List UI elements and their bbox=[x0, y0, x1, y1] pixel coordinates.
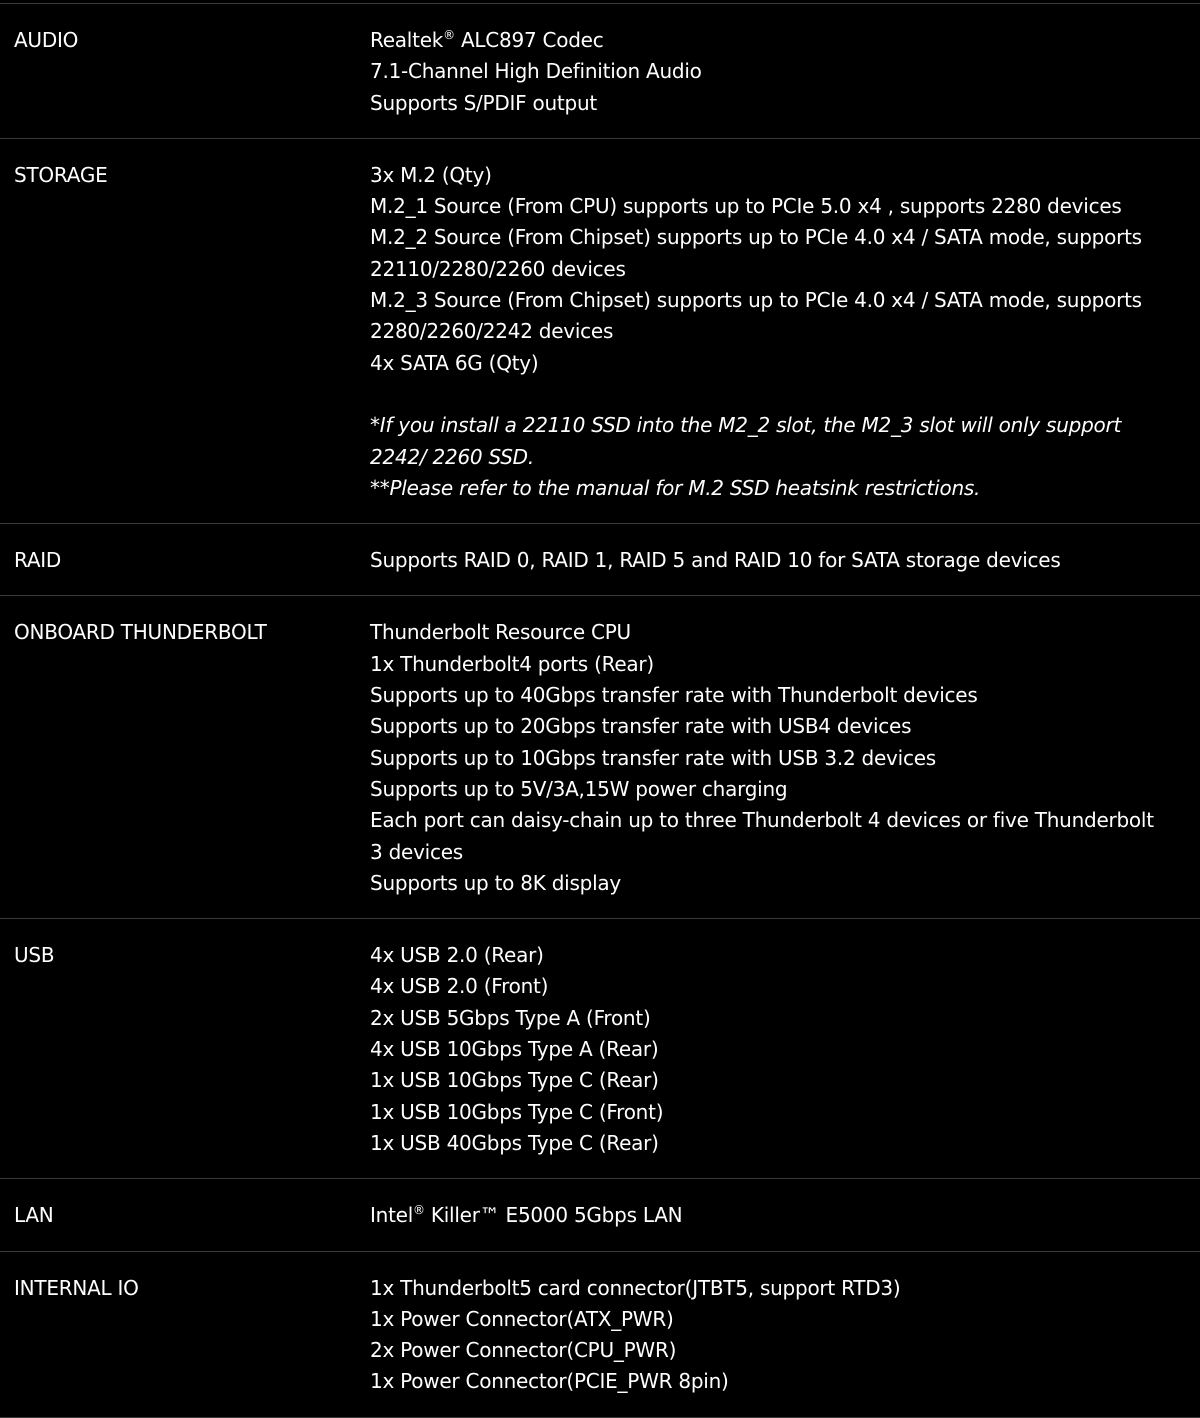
spec-value-thunderbolt bbox=[370, 617, 1170, 899]
spacer bbox=[370, 379, 1170, 410]
spec-line: 2x USB 5Gbps Type A (Front) bbox=[370, 1005, 651, 1030]
spec-line: 1x USB 40Gbps Type C (Rear) bbox=[370, 1130, 659, 1155]
spec-label-storage: STORAGE bbox=[14, 162, 108, 187]
registered-mark: ® bbox=[413, 1203, 425, 1218]
spec-line: Supports up to 20Gbps transfer rate with USB4 devices bbox=[370, 714, 912, 739]
spec-line: Supports up to 5V/3A,15W power charging bbox=[370, 776, 788, 801]
spec-line: 1x USB 10Gbps Type C (Rear) bbox=[370, 1068, 659, 1093]
spec-label-lan: LAN bbox=[14, 1203, 54, 1228]
lan-brand: Intel bbox=[370, 1203, 414, 1228]
spec-value-raid bbox=[370, 545, 1170, 576]
spec-line: M.2_2 Source (From Chipset) supports up to PCIe 4.0 x4 / SATA mode, supports 22110/2280/2260 devices bbox=[370, 225, 1142, 281]
audio-codec-line bbox=[370, 25, 1170, 56]
spec-line: 4x USB 2.0 (Rear) bbox=[370, 943, 544, 968]
spec-line: Supports up to 10Gbps transfer rate with USB 3.2 devices bbox=[370, 745, 936, 770]
spec-row-raid bbox=[0, 524, 1200, 596]
spec-line: Each port can daisy-chain up to three Thunderbolt 4 devices or five Thunderbolt 3 devices bbox=[370, 808, 1154, 864]
spec-row-usb bbox=[0, 919, 1200, 1179]
spec-line: 1x USB 10Gbps Type C (Front) bbox=[370, 1099, 664, 1124]
spec-line: Supports S/PDIF output bbox=[370, 90, 597, 115]
spec-line: 3x M.2 (Qty) bbox=[370, 162, 492, 187]
storage-note: *If you install a 22110 SSD into the M2_2 slot, the M2_3 slot will only support 2242/ 2260 SSD. bbox=[370, 413, 1122, 469]
spec-line: 1x Power Connector(ATX_PWR) bbox=[370, 1306, 674, 1331]
spec-line: 4x SATA 6G (Qty) bbox=[370, 350, 539, 375]
spec-line: 1x Thunderbolt5 card connector(JTBT5, support RTD3) bbox=[370, 1275, 901, 1300]
spec-line: M.2_1 Source (From CPU) supports up to PCIe 5.0 x4 , supports 2280 devices bbox=[370, 194, 1122, 219]
spec-label-internal-io: INTERNAL IO bbox=[14, 1275, 139, 1300]
audio-codec: ALC897 Codec bbox=[454, 28, 604, 52]
spec-line: 2x Power Connector(CPU_PWR) bbox=[370, 1338, 677, 1363]
audio-brand: Realtek bbox=[370, 28, 444, 52]
spec-value-lan bbox=[370, 1200, 1170, 1231]
spec-label-thunderbolt: ONBOARD THUNDERBOLT bbox=[14, 620, 267, 645]
spec-line: Supports RAID 0, RAID 1, RAID 5 and RAID 10 for SATA storage devices bbox=[370, 548, 1061, 573]
spec-value-audio bbox=[370, 25, 1170, 119]
spec-table bbox=[0, 3, 1200, 1418]
spec-label-raid: RAID bbox=[14, 548, 62, 573]
spec-line: Supports up to 40Gbps transfer rate with Thunderbolt devices bbox=[370, 683, 978, 708]
lan-line bbox=[370, 1200, 1170, 1231]
spec-line: 4x USB 2.0 (Front) bbox=[370, 974, 549, 999]
spec-line: 1x Power Connector(PCIE_PWR 8pin) bbox=[370, 1369, 729, 1394]
lan-product: Killer™ E5000 5Gbps LAN bbox=[424, 1203, 683, 1228]
spec-row-audio bbox=[0, 4, 1200, 139]
spec-line: 1x Thunderbolt4 ports (Rear) bbox=[370, 651, 654, 676]
spec-value-storage bbox=[370, 160, 1170, 504]
spec-row-thunderbolt bbox=[0, 596, 1200, 919]
spec-line: Thunderbolt Resource CPU bbox=[370, 620, 631, 645]
registered-mark: ® bbox=[443, 28, 455, 42]
spec-label-audio: AUDIO bbox=[14, 28, 79, 52]
spec-line: 7.1-Channel High Definition Audio bbox=[370, 59, 702, 84]
spec-value-usb bbox=[370, 940, 1170, 1159]
spec-line: Supports up to 8K display bbox=[370, 870, 621, 895]
storage-note: **Please refer to the manual for M.2 SSD heatsink restrictions. bbox=[370, 475, 981, 500]
spec-line: M.2_3 Source (From Chipset) supports up to PCIe 4.0 x4 / SATA mode, supports 2280/2260/2242 devices bbox=[370, 288, 1142, 344]
spec-line: 4x USB 10Gbps Type A (Rear) bbox=[370, 1037, 659, 1062]
spec-label-usb: USB bbox=[14, 943, 55, 968]
spec-value-internal-io bbox=[370, 1273, 1170, 1398]
spec-row-internal-io bbox=[0, 1252, 1200, 1418]
spec-row-lan bbox=[0, 1179, 1200, 1251]
spec-row-storage bbox=[0, 139, 1200, 524]
